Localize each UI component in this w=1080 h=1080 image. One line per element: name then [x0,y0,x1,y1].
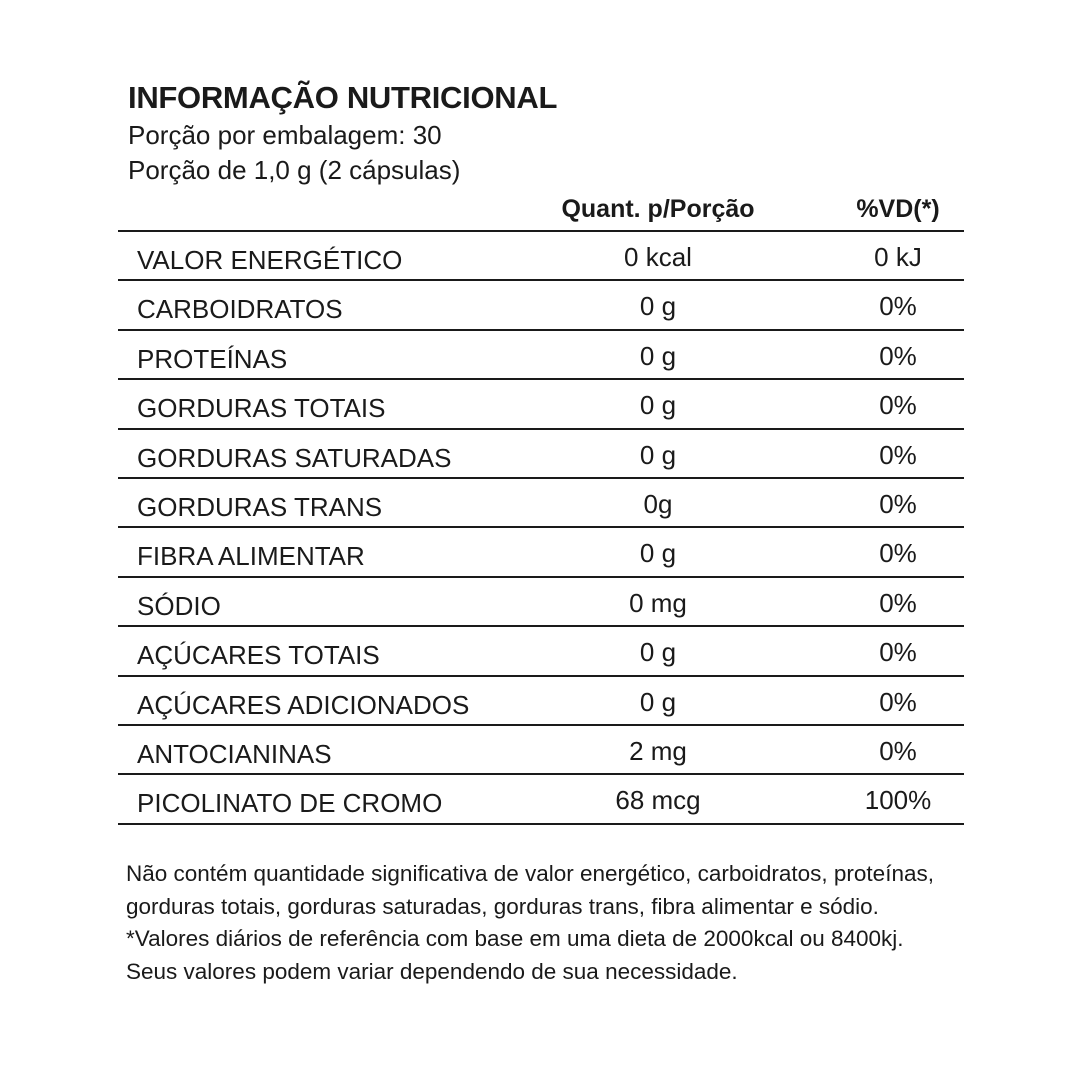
table-row [118,380,964,429]
nutrient-name: GORDURAS TOTAIS [137,393,386,424]
nutrient-quantity: 0 g [639,637,677,668]
nutrient-quantity: 0 g [639,538,677,569]
table-row [118,775,964,824]
table-row [118,528,964,577]
nutrient-name: AÇÚCARES ADICIONADOS [137,689,470,720]
nutrient-daily-value: 0% [879,587,917,618]
nutrition-table [118,230,964,825]
nutrient-daily-value: 0% [879,538,917,569]
table-row [118,677,964,726]
column-headers [118,190,964,230]
daily-value-column-header: %VD(*) [856,195,940,223]
nutrient-quantity: 0 kcal [624,242,692,272]
nutrient-name: PROTEÍNAS [137,343,288,374]
servings-per-package: Porção por embalagem: 30 [128,120,442,150]
nutrient-name: VALOR ENERGÉTICO [137,245,403,275]
nutrient-name: GORDURAS SATURADAS [137,442,452,473]
nutrient-quantity: 0 g [639,291,677,322]
footnote-line: Não contém quantidade significativa de valor energético, carboidratos, proteínas, [126,861,934,886]
quantity-column-header: Quant. p/Porção [561,195,755,223]
table-row [118,430,964,479]
nutrient-daily-value: 0% [879,637,917,668]
nutrient-quantity: 0 g [639,439,677,470]
nutrient-name: PICOLINATO DE CROMO [137,788,443,819]
nutrient-daily-value: 0% [879,390,917,421]
nutrient-quantity: 0 g [639,340,677,371]
table-row [118,627,964,676]
nutrient-name: ANTOCIANINAS [137,738,332,769]
footnote-line: *Valores diários de referência com base em uma dieta de 2000kcal ou 8400kj. [126,926,904,951]
table-row [118,578,964,627]
footnote-line: Seus valores podem variar dependendo de sua necessidade. [126,958,738,984]
table-row [118,281,964,330]
nutrient-quantity: 2 mg [629,735,687,766]
nutrient-name: AÇÚCARES TOTAIS [137,640,380,671]
table-row [118,479,964,528]
nutrient-daily-value: 0% [879,686,917,717]
serving-size: Porção de 1,0 g (2 cápsulas) [128,155,461,185]
nutrient-daily-value: 0 kJ [874,242,922,272]
nutrient-quantity: 0 mg [629,587,687,618]
nutrient-daily-value: 0% [879,340,917,371]
table-row [118,726,964,775]
nutrient-quantity: 0 g [639,390,677,421]
nutrient-daily-value: 0% [879,439,917,470]
label-title: INFORMAÇÃO NUTRICIONAL [128,80,558,115]
nutrient-name: GORDURAS TRANS [137,491,383,522]
nutrient-quantity: 68 mcg [615,785,701,816]
nutrient-name: FIBRA ALIMENTAR [137,541,365,572]
nutrient-daily-value: 100% [864,785,932,816]
table-row [118,331,964,380]
nutrient-daily-value: 0% [879,735,917,766]
footnote [126,858,1006,988]
nutrient-daily-value: 0% [879,291,917,322]
table-row [118,232,964,281]
nutrient-name: CARBOIDRATOS [137,294,343,325]
nutrient-quantity: 0 g [639,686,677,717]
nutrition-facts-label [118,78,964,825]
nutrient-quantity: 0g [643,488,673,519]
footnote-line: gorduras totais, gorduras saturadas, gorduras trans, fibra alimentar e sódio. [126,893,879,919]
nutrient-name: SÓDIO [137,590,221,621]
nutrient-daily-value: 0% [879,488,917,519]
